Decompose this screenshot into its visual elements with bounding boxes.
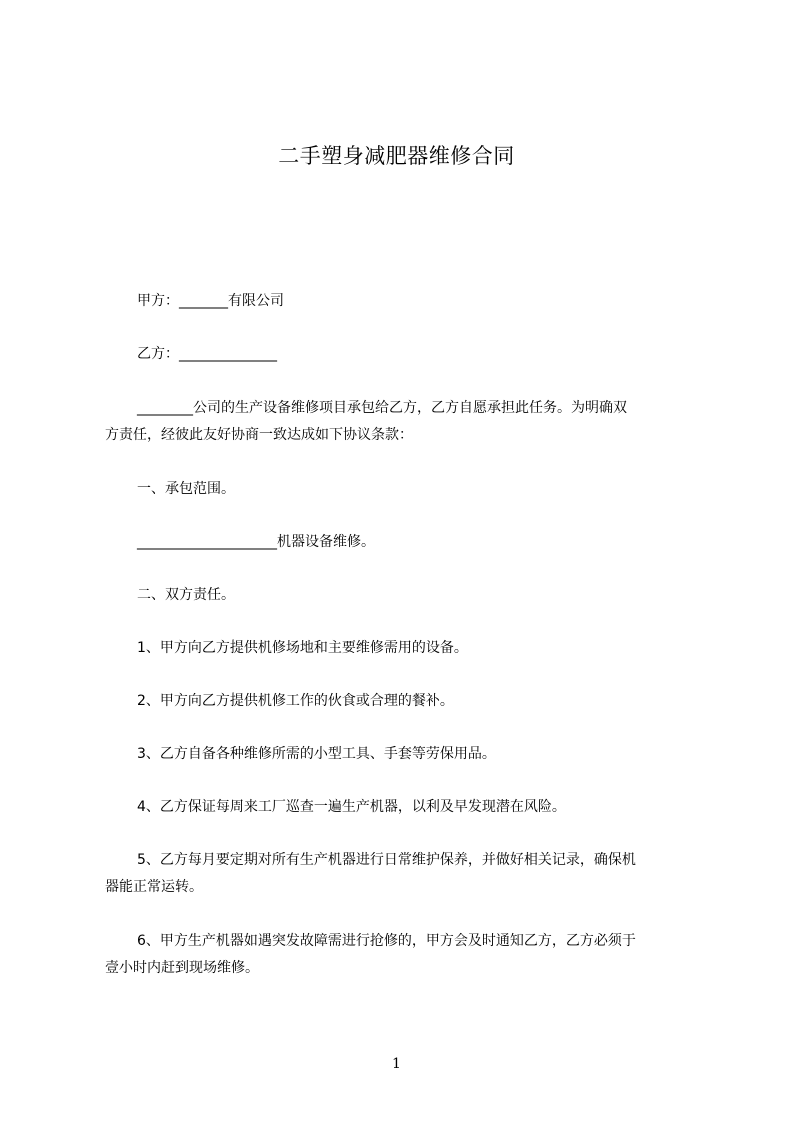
- list-item-5-line-2: 器能正常运转。: [105, 879, 203, 895]
- party-b-line: 乙方：______________: [137, 346, 277, 362]
- list-item: 1、甲方向乙方提供机修场地和主要维修需用的设备。: [137, 640, 468, 656]
- list-item-5-line-1: 5、乙方每月要定期对所有生产机器进行日常维护保养，并做好相关记录，确保机: [137, 852, 636, 868]
- section-1-heading: 一、承包范围。: [137, 481, 235, 497]
- list-item: 2、甲方向乙方提供机修工作的伙食或合理的餐补。: [137, 693, 454, 709]
- section-2-heading: 二、双方责任。: [137, 587, 235, 603]
- list-item-6-line-1: 6、甲方生产机器如遇突发故障需进行抢修的，甲方会及时通知乙方，乙方必须于: [137, 933, 636, 949]
- page-number: 1: [392, 1056, 401, 1072]
- intro-paragraph-line-2: 方责任，经彼此友好协商一致达成如下协议条款：: [105, 427, 413, 443]
- party-a-line: 甲方：_______有限公司: [137, 293, 284, 309]
- page-title: 二手塑身减肥器维修合同: [278, 144, 515, 168]
- list-item-6-line-2: 壹小时内赶到现场维修。: [105, 960, 259, 976]
- list-item: 4、乙方保证每周来工厂巡查一遍生产机器，以利及早发现潜在风险。: [137, 799, 566, 815]
- section-1-content: ____________________机器设备维修。: [137, 534, 375, 550]
- list-item: 3、乙方自备各种维修所需的小型工具、手套等劳保用品。: [137, 746, 496, 762]
- intro-paragraph-line-1: ________公司的生产设备维修项目承包给乙方，乙方自愿承担此任务。为明确双: [137, 400, 627, 416]
